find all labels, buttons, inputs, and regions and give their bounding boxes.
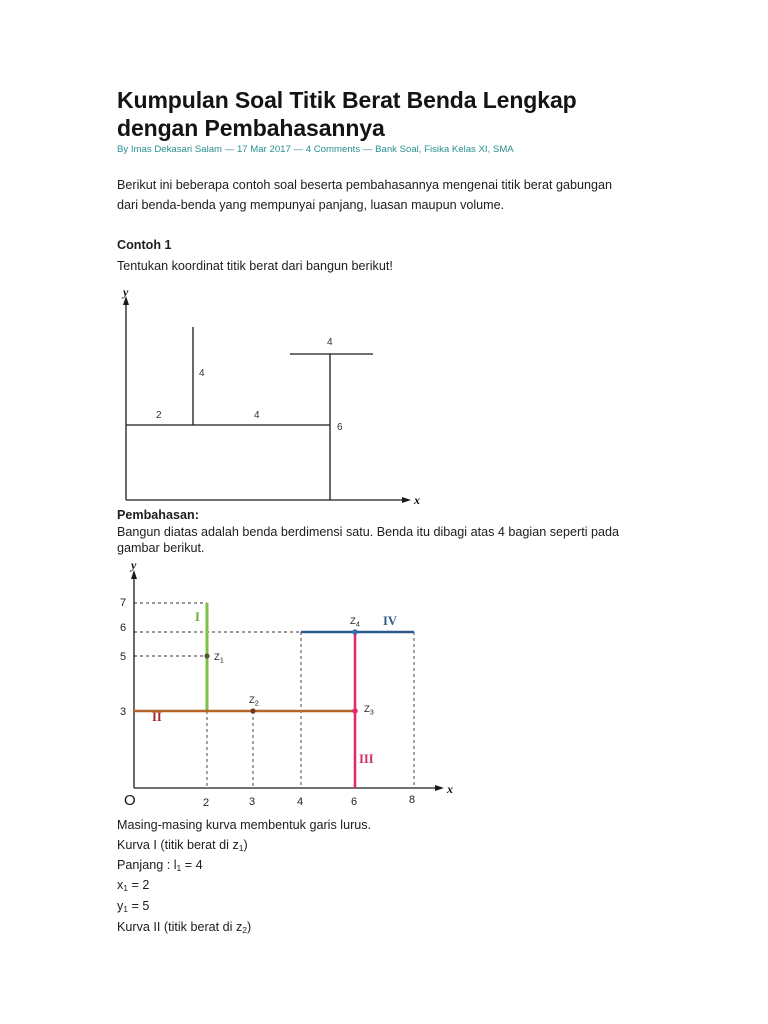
article-title-line-1: Kumpulan Soal Titik Berat Benda Lengkap <box>117 87 577 113</box>
question-text: Tentukan koordinat titik berat dari bangun berikut! <box>117 259 393 273</box>
fig2-ytick-3: 3 <box>120 706 127 718</box>
point-z3 <box>352 708 358 714</box>
fig2-x-arrow <box>435 785 444 791</box>
fig2-ytick-5: 5 <box>120 651 127 663</box>
segment-III-label: III <box>359 752 374 766</box>
fig2-xtick-3: 3 <box>249 796 256 808</box>
fig2-ytick-6: 6 <box>120 622 127 634</box>
segment-IV-label: IV <box>383 614 397 628</box>
fig2-xtick-2: 2 <box>203 797 210 809</box>
solution-heading: Pembahasan: <box>117 508 199 522</box>
kurva-1-line: Kurva I (titik berat di $z_1$) <box>117 838 248 853</box>
intro-line-1: Berikut ini beberapa contoh soal beserta pembahasannya mengenai titik berat gabungan <box>117 178 612 192</box>
point-z2 <box>250 708 255 713</box>
fig1-label-4-left: 4 <box>199 368 205 379</box>
fig1-label-6: 6 <box>337 422 343 433</box>
segment-II-label: II <box>152 710 162 724</box>
fig2-xtick-4: 4 <box>297 796 304 808</box>
curves-intro: Masing-masing kurva membentuk garis lurus. <box>117 818 372 832</box>
fig2-origin-label: O <box>124 792 136 809</box>
panjang-line: Panjang : $l_1 = 4$ <box>117 858 203 873</box>
categories-link[interactable]: Bank Soal, Fisika Kelas XI, SMA <box>375 144 514 155</box>
date-text: — 17 Mar 2017 — <box>222 144 306 155</box>
figure-1 <box>123 296 411 503</box>
author-link[interactable]: By Imas Dekasari Salam <box>117 144 223 155</box>
example-heading: Contoh 1 <box>117 238 172 252</box>
fig2-x-label: x <box>447 782 453 796</box>
fig1-y-label: y <box>123 285 129 299</box>
fig2-xtick-6: 6 <box>351 796 358 808</box>
z1-label: $Z_1$ <box>214 652 224 665</box>
point-z4 <box>352 629 358 635</box>
fig2-xtick-8: 8 <box>409 794 416 806</box>
point-z1 <box>204 653 209 658</box>
figure-2 <box>131 570 444 791</box>
z2-label: $Z_2$ <box>249 695 259 708</box>
meta-separator: — <box>360 144 376 155</box>
fig2-y-label: y <box>131 558 137 572</box>
z4-label: $Z_4$ <box>350 616 360 629</box>
kurva-2-line: Kurva II (titik berat di $z_2$) <box>117 920 252 935</box>
solution-line-2: gambar berikut. <box>117 541 205 555</box>
solution-line-1: Bangun diatas adalah benda berdimensi satu. Benda itu dibagi atas 4 bagian seperti pada <box>117 525 620 539</box>
fig1-label-2: 2 <box>156 410 162 421</box>
comments-link[interactable]: 4 Comments <box>305 144 361 155</box>
fig1-label-4-top: 4 <box>327 337 333 348</box>
y1-line: $y_1 = 5$ <box>117 899 150 914</box>
fig2-ytick-7: 7 <box>120 597 127 609</box>
x1-line: $x_1 = 2$ <box>117 878 150 893</box>
fig1-label-4-bottom: 4 <box>254 410 260 421</box>
fig1-x-label: x <box>414 493 420 507</box>
intro-line-2: dari benda-benda yang mempunyai panjang, luasan maupun volume. <box>117 198 505 212</box>
segment-I-label: I <box>195 610 200 624</box>
fig1-x-arrow <box>402 497 411 503</box>
article-title-line-2: dengan Pembahasannya <box>117 115 385 141</box>
z3-label: $Z_3$ <box>364 704 374 717</box>
